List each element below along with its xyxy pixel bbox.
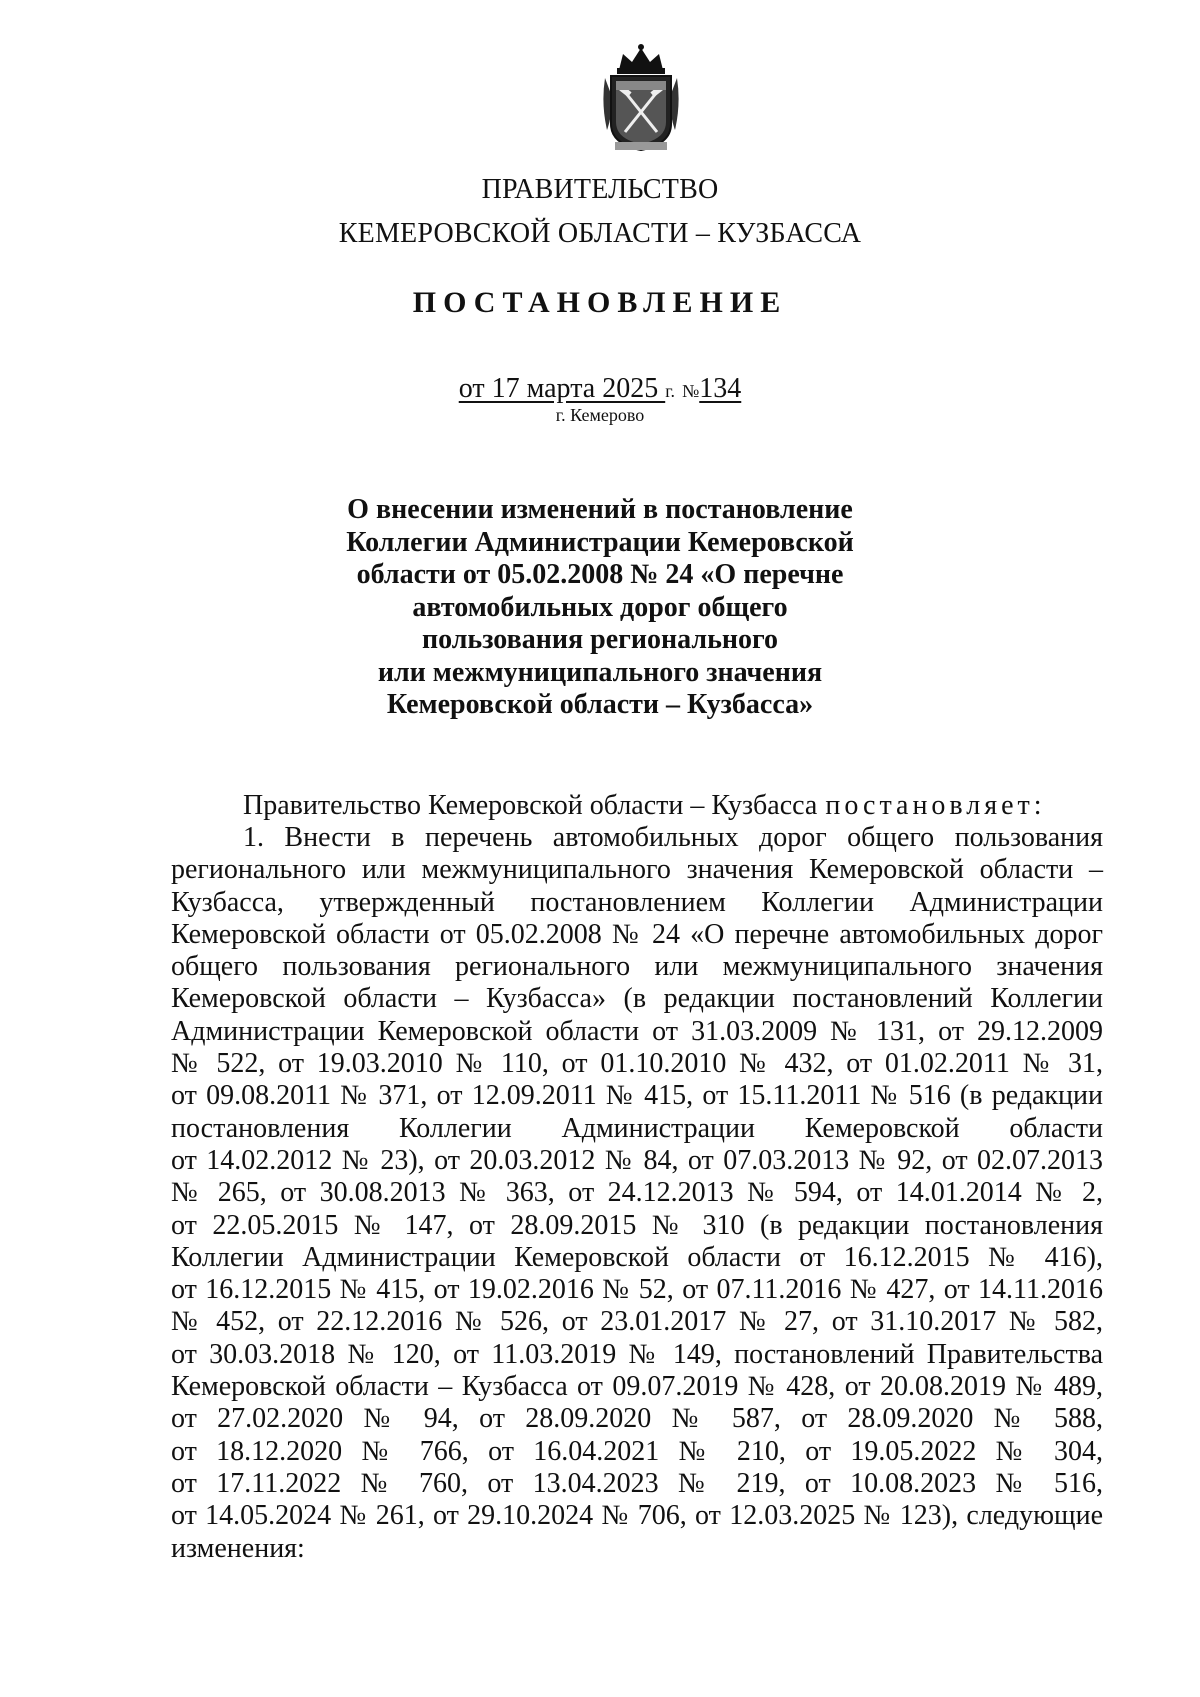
body-line: от 14.05.2024 № 261, от 29.10.2024 № 706, от 12.03.2025 № 123), следующие <box>171 1500 1103 1532</box>
body-line: 1. Внести в перечень автомобильных дорог общего пользования <box>243 822 1103 853</box>
intro-lead: Правительство Кемеровской области – Кузбасса <box>243 790 818 821</box>
body-line: от 30.03.2018 № 120, от 11.03.2019 № 149, постановлений Правительства <box>171 1338 1103 1370</box>
body-line: от 17.11.2022 № 760, от 13.04.2023 № 219, от 10.08.2023 № 516, <box>171 1467 1103 1499</box>
document-date: от 17 марта 2025 <box>458 373 666 404</box>
number-sign: № <box>682 381 700 401</box>
coat-of-arms-icon <box>601 44 681 154</box>
intro-verb: постановляет: <box>825 790 1046 821</box>
body-line: постановления Коллегии Администрации Кемеровской области <box>171 1112 1103 1144</box>
date-number-line <box>0 374 1200 406</box>
org-name-line-2: КЕМЕРОВСКОЙ ОБЛАСТИ – КУЗБАССА <box>338 218 862 249</box>
intro-paragraph <box>243 790 1046 822</box>
body-line: от 16.12.2015 № 415, от 19.02.2016 № 52, от 07.11.2016 № 427, от 14.11.2016 <box>171 1274 1103 1306</box>
body-line: № 522, от 19.03.2010 № 110, от 01.10.2010 № 432, от 01.02.2011 № 31, <box>171 1048 1103 1080</box>
body-line: от 22.05.2015 № 147, от 28.09.2015 № 310 (в редакции постановления <box>171 1209 1103 1241</box>
year-suffix: г. <box>665 381 676 401</box>
body-line: Кузбасса, утвержденный постановлением Коллегии Администрации <box>171 886 1103 918</box>
body-line: № 452, от 22.12.2016 № 526, от 23.01.2017 № 27, от 31.10.2017 № 582, <box>171 1306 1103 1338</box>
body-line: Кемеровской области – Кузбасса от 09.07.2019 № 428, от 20.08.2019 № 489, <box>171 1371 1103 1403</box>
title-line: О внесении изменений в постановление <box>347 494 853 525</box>
body-paragraph <box>171 822 1103 1565</box>
title-line: автомобильных дорог общего <box>412 591 788 623</box>
body-line: общего пользования регионального или межмуниципального значения <box>171 951 1103 983</box>
title-line: пользования регионального <box>421 624 779 655</box>
body-line: регионального или межмуниципального значения Кемеровской области – <box>171 854 1103 886</box>
body-line: Администрации Кемеровской области от 31.03.2009 № 131, от 29.12.2009 <box>171 1015 1103 1047</box>
title-line: Коллегии Администрации Кемеровской <box>346 526 854 558</box>
document-title <box>0 494 1200 722</box>
document-number: 134 <box>699 373 742 404</box>
body-line: Коллегии Администрации Кемеровской области от 16.12.2015 № 416), <box>171 1241 1103 1273</box>
body-line: изменения: <box>171 1532 305 1564</box>
body-line: от 14.02.2012 № 23), от 20.03.2012 № 84, от 07.03.2013 № 92, от 02.07.2013 <box>171 1144 1103 1176</box>
body-line: № 265, от 30.08.2013 № 363, от 24.12.2013 № 594, от 14.01.2014 № 2, <box>171 1177 1103 1209</box>
title-line: или межмуниципального значения <box>377 656 823 688</box>
document-type: ПОСТАНОВЛЕНИЕ <box>412 286 788 319</box>
body-line: от 09.08.2011 № 371, от 12.09.2011 № 415, от 15.11.2011 № 516 (в редакции <box>171 1080 1103 1112</box>
body-line: от 27.02.2020 № 94, от 28.09.2020 № 587, от 28.09.2020 № 588, <box>171 1403 1103 1435</box>
body-line: Кемеровской области – Кузбасса» (в редакции постановлений Коллегии <box>171 983 1103 1015</box>
title-line: области от 05.02.2008 № 24 «О перечне <box>356 559 844 590</box>
city-name: г. Кемерово <box>555 405 645 425</box>
org-name-line-1: ПРАВИТЕЛЬСТВО <box>481 174 719 205</box>
title-line: Кемеровской области – Кузбасса» <box>386 689 814 720</box>
body-line: от 18.12.2020 № 766, от 16.04.2021 № 210, от 19.05.2022 № 304, <box>171 1435 1103 1467</box>
body-line: Кемеровской области от 05.02.2008 № 24 «О перечне автомобильных дорог <box>171 918 1103 950</box>
